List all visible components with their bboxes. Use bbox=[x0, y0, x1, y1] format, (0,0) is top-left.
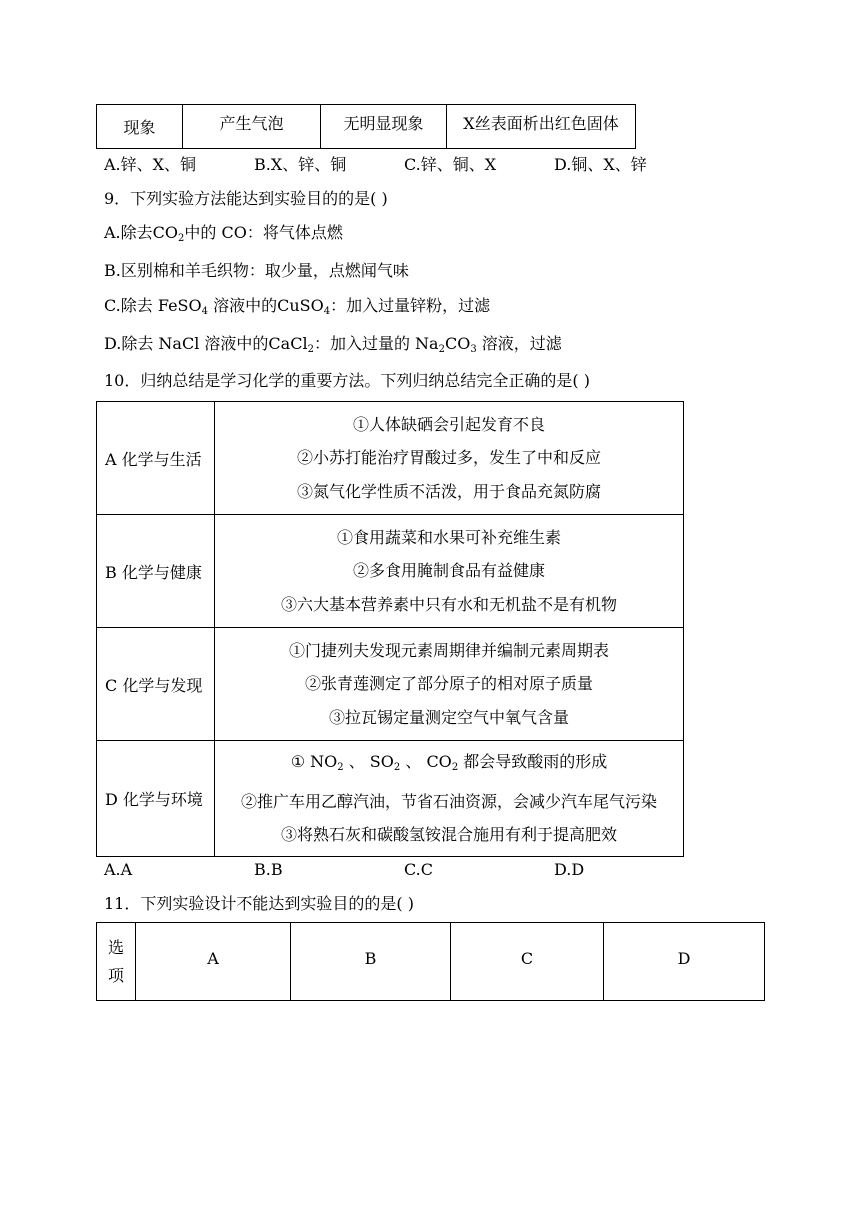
q9-option-a: A.除去$CO_2$中的 CO：将气体点燃 bbox=[104, 223, 343, 244]
q8-cell: 无明显现象 bbox=[321, 105, 447, 149]
q10-option-d: D.D bbox=[554, 860, 585, 879]
q10-row-items bbox=[215, 741, 684, 857]
q10-item: ③六大基本营养素中只有水和无机盐不是有机物 bbox=[280, 594, 617, 614]
q9-option-c: C.除去 FeSO$_4$ 溶液中的CuSO$_4$：加入过量锌粉，过滤 bbox=[104, 296, 491, 317]
q10-item: ③拉瓦锡定量测定空气中氧气含量 bbox=[328, 707, 569, 727]
q10-option-b: B.B bbox=[254, 860, 283, 879]
q10-item: ②张青莲测定了部分原子的相对原子质量 bbox=[304, 674, 593, 694]
q8-label-cell: 现象 bbox=[97, 105, 183, 149]
q11-col-b: B bbox=[291, 923, 451, 1001]
q11-label-cell: 选 项 bbox=[97, 923, 136, 1001]
q10-item: ③将熟石灰和碳酸氢铵混合施用有利于提高肥效 bbox=[280, 825, 617, 845]
q10-item: ①门捷列夫发现元素周期律并编制元素周期表 bbox=[288, 640, 609, 660]
q10-row-label: C 化学与发现 bbox=[97, 628, 215, 741]
q10-item: ②推广车用乙醇汽油，节省石油资源，会减少汽车尾气污染 bbox=[240, 791, 657, 811]
q8-option-b: B.X、锌、铜 bbox=[254, 155, 347, 174]
q10-row-items bbox=[215, 515, 684, 628]
q8-table bbox=[96, 104, 636, 149]
q10-row-label: B 化学与健康 bbox=[97, 515, 215, 628]
q11-col-d: D bbox=[604, 923, 765, 1001]
q10-item: ②多食用腌制食品有益健康 bbox=[352, 561, 545, 581]
q10-row-label: A 化学与生活 bbox=[97, 402, 215, 515]
q10-option-c: C.C bbox=[404, 860, 433, 879]
q10-stem: 10．归纳总结是学习化学的重要方法。下列归纳总结完全正确的是( ) bbox=[104, 371, 590, 390]
q8-option-a: A.锌、X、铜 bbox=[104, 155, 197, 174]
q10-table bbox=[96, 401, 684, 857]
q9-option-b: B.区别棉和羊毛织物：取少量，点燃闻气味 bbox=[104, 261, 409, 280]
q10-item: ①食用蔬菜和水果可补充维生素 bbox=[336, 527, 561, 547]
q10-item: ① $NO_2$ 、 $SO_2$ 、 $CO_2$ 都会导致酸雨的形成 bbox=[290, 752, 608, 774]
q10-option-a: A.A bbox=[104, 860, 133, 879]
q11-table bbox=[96, 922, 765, 1001]
q10-row-label: D 化学与环境 bbox=[97, 741, 215, 857]
q11-col-a: A bbox=[136, 923, 291, 1001]
q10-item: ①人体缺硒会引起发育不良 bbox=[352, 414, 545, 434]
q10-item: ②小苏打能治疗胃酸过多，发生了中和反应 bbox=[296, 448, 601, 468]
q9-option-d: D.除去 NaCl 溶液中的CaCl$_2$：加入过量的 $Na_2CO_3$ 溶液，过滤 bbox=[104, 334, 562, 355]
q11-col-c: C bbox=[451, 923, 604, 1001]
q10-row-items bbox=[215, 402, 684, 515]
q10-item: ③氮气化学性质不活泼，用于食品充氮防腐 bbox=[296, 481, 601, 501]
q11-stem: 11．下列实验设计不能达到实验目的的是( ) bbox=[104, 894, 414, 913]
q10-row-items bbox=[215, 628, 684, 741]
q8-cell: 产生气泡 bbox=[183, 105, 321, 149]
q9-stem: 9．下列实验方法能达到实验目的的是( ) bbox=[104, 189, 388, 208]
q8-cell: X丝表面析出红色固体 bbox=[447, 105, 636, 149]
q8-option-c: C.锌、铜、X bbox=[404, 155, 497, 174]
q8-option-d: D.铜、X、锌 bbox=[554, 155, 647, 174]
